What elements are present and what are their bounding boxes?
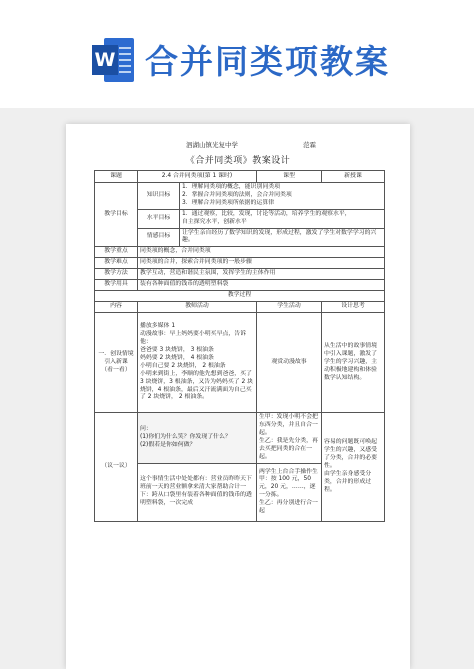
col-student: 学生活动 bbox=[257, 302, 322, 313]
banner bbox=[0, 0, 474, 108]
school-name: 泗湖山镇光复中学 bbox=[186, 141, 238, 149]
row2-student: 生甲：发现小明不会把东西分类，并且自合一起。 生乙：我是先分类，再去买把同类的合在一起。 bbox=[257, 413, 322, 463]
row3-teacher: 这个事情生活中处处都有：营业员昨昨天下班前一天的营业额拿来清大家帮助合计一下：跨从口袋里有装着各种面值的钱币的透明塑料袋，一次完成 bbox=[138, 463, 257, 521]
knowledge-item: 2．掌握合并同类项的法则，会合并同类项 bbox=[182, 191, 292, 198]
teacher-name: 范霖 bbox=[303, 141, 316, 149]
row2-teacher: 问： (1)你们为什么笑？你发现了什么？ (2)假若是你如何做？ bbox=[138, 413, 257, 463]
level-item: 自主探究水平，创新水平 bbox=[182, 218, 247, 225]
level-label: 水平目标 bbox=[138, 209, 180, 228]
row1-content: 一．创设情境 引入新课 （看一看） bbox=[95, 313, 138, 413]
key-value: 同类项的概念，合并同类项 bbox=[138, 247, 385, 258]
tool-label: 教学用具 bbox=[95, 280, 138, 291]
document-page bbox=[66, 124, 410, 669]
header-line bbox=[66, 140, 410, 150]
row1-teacher: 播放多媒体 1 动漫故事：早上妈妈要小明买早点，告诉他： 爸爸要 3 块烧饼， 3 根油条 妈妈要 2 块烧饼， 4 根油条 小明自己要 2 块烧饼， 2 根油条 小明来到街上，李顺的他先想到爸爸，买了 3 块烧饼，3 根油条，又告为妈妈买了 2 块烧饼，4 根油条，最后又汗流满面为自己买了 2 块烧饼， 2 根油条。 bbox=[138, 313, 257, 413]
knowledge-goals bbox=[180, 183, 385, 210]
row3-design: 容易的问题既可唤起学生的兴趣，又感受了分类，合并的必要性。 由学生亲身感受分类，合并的形成过程。 bbox=[322, 413, 385, 521]
knowledge-item: 1．理解同类项的概念，能识别同类项 bbox=[182, 184, 280, 190]
emotion-label: 情感目标 bbox=[138, 228, 180, 247]
topic-label: 课题 bbox=[95, 171, 138, 183]
method-label: 教学方法 bbox=[95, 269, 138, 280]
knowledge-item: 3．理解合并同类项所依据的运算律 bbox=[182, 199, 275, 206]
level-item: 1．通过观察，比较，发现，讨论等活动，培养学生的观察水平， bbox=[182, 210, 351, 217]
banner-title: 合并同类项教案 bbox=[145, 42, 390, 81]
difficulty-value: 同类项的合并，探索合并同类项的一般步骤 bbox=[138, 258, 385, 269]
topic-value: 2.4 合并同类项(第 1 课时) bbox=[138, 171, 257, 183]
word-logo-letter: W bbox=[92, 45, 118, 75]
row3-content: （议一议） bbox=[95, 413, 138, 521]
tool-value: 装有各种面值的钱币的透明塑料袋 bbox=[138, 280, 385, 291]
col-content: 内容 bbox=[95, 302, 138, 313]
lesson-plan-table bbox=[94, 170, 385, 522]
level-goals bbox=[180, 209, 385, 228]
type-label: 课型 bbox=[257, 171, 322, 183]
col-design: 设计思考 bbox=[322, 302, 385, 313]
process-title: 教学过程 bbox=[95, 291, 385, 302]
difficulty-label: 教学难点 bbox=[95, 258, 138, 269]
knowledge-label: 知识目标 bbox=[138, 183, 180, 210]
key-label: 教学重点 bbox=[95, 247, 138, 258]
row1-student: 观赏动漫故事 bbox=[257, 313, 322, 413]
goals-label: 教学目标 bbox=[95, 183, 138, 247]
type-value: 新授课 bbox=[322, 171, 385, 183]
word-document-icon bbox=[92, 38, 134, 82]
row3-student: 两学生上台合手操作生甲：按 100 元，50 元，20 元，……，逐一分拣。 生乙：再分别进行合一起 bbox=[257, 463, 322, 521]
row1-design: 从生活中的故事情境中引入课题，激发了学生的学习兴趣，主动积极地建构和体验数学认知结构。 bbox=[322, 313, 385, 413]
method-value: 教学互动，营造和谐民主氛围，发挥学生的主体作用 bbox=[138, 269, 385, 280]
emotion-goal: 让学生亲自经历了数学知识的发现，形成过程，激发了学生对数学学习的兴趣。 bbox=[180, 228, 385, 247]
document-title: 《合并同类项》教案设计 bbox=[185, 156, 291, 166]
col-teacher: 教师活动 bbox=[138, 302, 257, 313]
